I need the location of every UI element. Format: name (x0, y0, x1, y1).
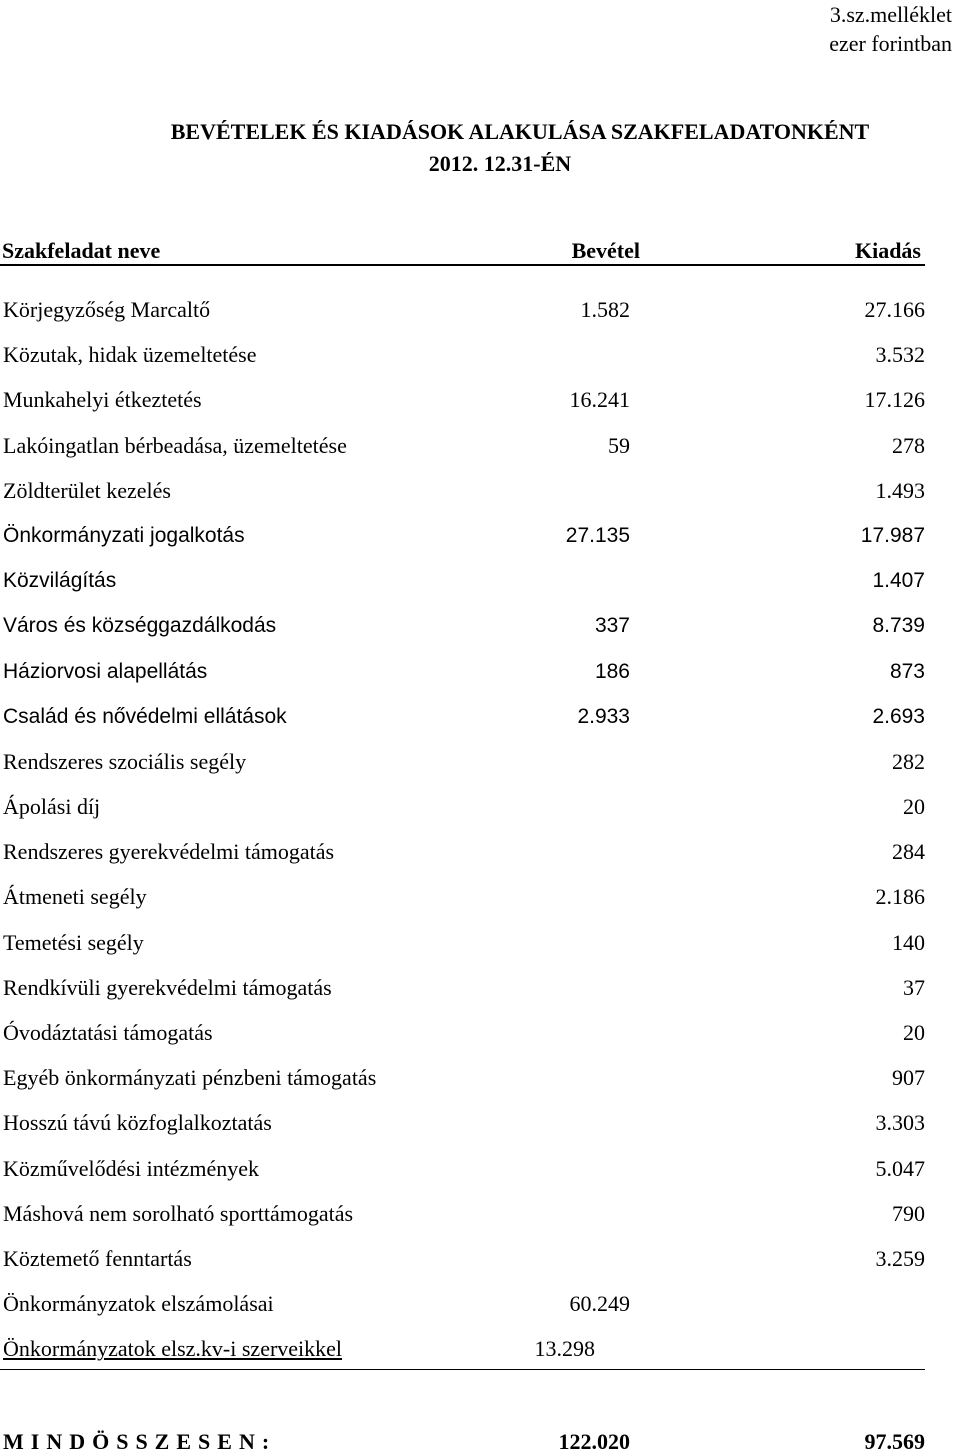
row-expense: 1.493 (875, 477, 925, 503)
row-expense: 17.987 (860, 523, 925, 547)
row-income: 2.933 (577, 704, 630, 728)
table-row (0, 787, 960, 832)
row-expense: 284 (892, 839, 925, 865)
title-line-1: BEVÉTELEK ÉS KIADÁSOK ALAKULÁSA SZAKFELADATONKÉNT (170, 119, 870, 144)
row-name: Rendszeres gyerekvédelmi támogatás (3, 839, 335, 865)
row-name: Háziorvosi alapellátás (3, 659, 208, 683)
row-name: Önkormányzati jogalkotás (3, 523, 245, 547)
table-row (0, 380, 960, 425)
row-name: Köztemető fenntartás (3, 1245, 192, 1271)
table-row (0, 1013, 960, 1058)
row-name: Önkormányzatok elsz.kv-i szerveikkel (3, 1336, 343, 1362)
table-row (0, 1194, 960, 1239)
row-income: 27.135 (565, 523, 630, 547)
grand-total-label: MINDÖSSZESEN: (3, 1429, 277, 1454)
table-row (0, 1239, 960, 1284)
table-body (0, 290, 960, 1370)
table-row (0, 1058, 960, 1103)
table-row (0, 516, 960, 561)
row-income: 1.582 (580, 297, 630, 322)
row-expense: 2.693 (872, 704, 925, 728)
row-expense: 20 (903, 794, 925, 820)
grand-total-income: 122.020 (558, 1429, 630, 1454)
row-expense: 278 (892, 432, 925, 458)
table-row (0, 290, 960, 335)
table-row (0, 742, 960, 787)
row-name: Ápolási díj (3, 794, 101, 820)
table-row (0, 335, 960, 380)
row-name: Közművelődési intézmények (3, 1155, 259, 1181)
annex-number: 3.sz.melléklet (829, 2, 952, 27)
row-name: Rendkívüli gyerekvédelmi támogatás (3, 974, 332, 1000)
table-row (0, 877, 960, 922)
row-expense: 3.259 (875, 1245, 925, 1271)
table-row (0, 426, 960, 471)
row-expense: 140 (892, 929, 925, 955)
title-line-2: 2012. 12.31-ÉN (428, 151, 572, 176)
row-name: Óvodáztatási támogatás (3, 1020, 213, 1045)
row-name: Közvilágítás (3, 569, 117, 593)
row-expense: 8.739 (872, 614, 925, 638)
row-expense: 790 (892, 1200, 925, 1226)
currency-unit-note: ezer forintban (829, 31, 952, 56)
header-name: Szakfeladat neve (2, 238, 161, 263)
table-row (0, 968, 960, 1013)
row-name: Rendszeres szociális segély (3, 748, 247, 774)
row-name: Család és nővédelmi ellátások (3, 704, 287, 728)
row-name: Munkahelyi étkeztetés (3, 387, 202, 413)
row-income: 59 (608, 432, 630, 458)
table-row (0, 697, 960, 742)
row-name: Temetési segély (3, 929, 144, 955)
row-expense: 2.186 (875, 884, 925, 910)
row-income: 13.298 (534, 1336, 595, 1362)
table-row (0, 1149, 960, 1194)
table-row (0, 561, 960, 606)
table-row (0, 923, 960, 968)
row-name: Önkormányzatok elszámolásai (3, 1291, 274, 1317)
row-expense: 5.047 (875, 1155, 925, 1181)
row-expense: 3.532 (875, 342, 925, 368)
row-name: Közutak, hidak üzemeltetése (3, 342, 257, 368)
row-income: 337 (594, 614, 630, 638)
row-name: Zöldterület kezelés (3, 477, 171, 503)
table-header (0, 238, 925, 266)
grand-total-expense: 97.569 (864, 1429, 925, 1454)
row-income: 186 (594, 659, 630, 683)
table-row (0, 652, 960, 697)
table-row (0, 832, 960, 877)
row-name: Átmeneti segély (3, 884, 147, 910)
document-title (0, 116, 960, 180)
table-row (0, 1329, 925, 1370)
row-expense: 37 (903, 974, 925, 1000)
row-expense: 3.303 (875, 1110, 925, 1136)
row-name: Máshová nem sorolható sporttámogatás (3, 1200, 354, 1226)
table-row (0, 1284, 960, 1329)
row-income: 16.241 (569, 387, 630, 413)
row-name: Egyéb önkormányzati pénzbeni támogatás (3, 1065, 377, 1091)
row-name: Körjegyzőség Marcaltő (3, 297, 211, 322)
annex-note (829, 0, 952, 58)
row-expense: 27.166 (864, 297, 925, 322)
table-row (0, 471, 960, 516)
table-row (0, 606, 960, 651)
row-expense: 17.126 (864, 387, 925, 413)
row-income: 60.249 (569, 1291, 630, 1317)
header-income: Bevétel (571, 238, 640, 263)
row-expense: 20 (903, 1020, 925, 1045)
row-name: Város és községgazdálkodás (3, 614, 277, 638)
row-expense: 907 (892, 1065, 925, 1091)
row-name: Hosszú távú közfoglalkoztatás (3, 1110, 272, 1136)
header-expense: Kiadás (854, 238, 921, 263)
row-expense: 873 (889, 659, 925, 683)
row-expense: 1.407 (872, 569, 925, 593)
table-row (0, 1103, 960, 1148)
row-expense: 282 (892, 748, 925, 774)
row-name: Lakóingatlan bérbeadása, üzemeltetése (3, 432, 347, 458)
